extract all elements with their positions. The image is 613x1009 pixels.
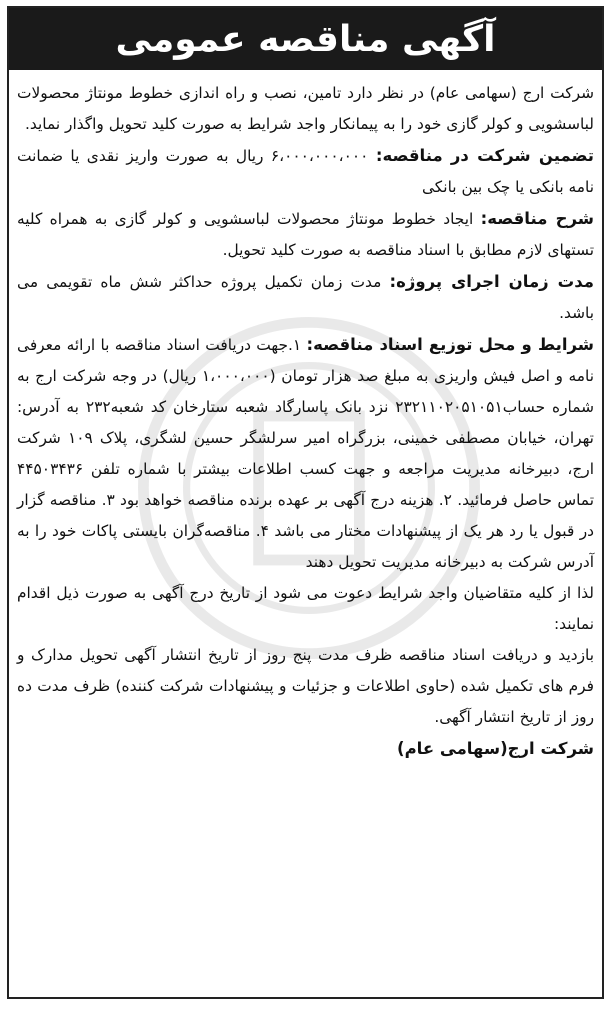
notice-body xyxy=(17,78,594,764)
guarantee-text: ۶،۰۰۰،۰۰۰،۰۰۰ ریال به صورت واریز نقدی یا ضمانت نامه بانکی یا چک بین بانکی xyxy=(17,147,594,196)
description-label: شرح مناقصه: xyxy=(480,209,594,228)
signature: شرکت ارج(سهامی عام) xyxy=(397,739,594,758)
tender-notice xyxy=(7,6,604,999)
notice-title: آگهی مناقصه عمومی xyxy=(115,18,496,60)
description-paragraph xyxy=(17,203,594,266)
intro-paragraph: شرکت ارج (سهامی عام) در نظر دارد تامین، نصب و راه اندازی خطوط مونتاژ محصولات لباسشویی و کولر گازی خود را به پیمانکار واجد شرایط به صورت کلید تحویل واگذار نماید. xyxy=(17,84,594,133)
invitation-paragraph: لذا از کلیه متقاضیان واجد شرایط دعوت می شود از تاریخ درج آگهی به صورت ذیل اقدام نمایند: xyxy=(17,584,594,633)
title-banner xyxy=(9,8,602,70)
duration-text: مدت زمان تکمیل پروژه حداکثر شش ماه تقویمی می باشد. xyxy=(17,273,594,322)
duration-paragraph xyxy=(17,266,594,329)
conditions-text: ۱.جهت دریافت اسناد مناقصه با ارائه معرفی نامه و اصل فیش واریزی به مبلغ صد هزار تومان (۱،۰۰۰،۰۰۰ ریال) در وجه شرکت ارج به شماره حساب۲۳۲۱۱۰۲۰۵۱۰۵۱ نزد بانک پاسارگاد شعبه ستارخان کد شعبه۲۳۲ به آدرس: تهران، خیابان مصطفی خمینی، بزرگراه امیر سرلشگر حسین لشگری، پلاک ۱۰۹ شرکت ارج، دبیرخانه مدیریت مراجعه و جهت کسب اطلاعات بیشتر با شماره تلفن ۴۴۵۰۳۴۳۶ تماس حاصل فرمائید. ۲. هزینه درج آگهی بر عهده برنده مناقصه خواهد بود ۳. مناقصه گزار در قبول یا رد هر یک از پیشنهادات مختار می باشد ۴. مناقصه‌گران بایستی پاکات خود را به آدرس شرکت به دبیرخانه مدیریت تحویل دهند xyxy=(17,336,595,571)
conditions-label: شرایط و محل توزیع اسناد مناقصه: xyxy=(306,335,594,354)
duration-label: مدت زمان اجرای پروژه: xyxy=(389,272,595,291)
guarantee-paragraph xyxy=(17,140,594,203)
guarantee-label: تضمین شرکت در مناقصه: xyxy=(375,146,594,165)
description-text: ایجاد خطوط مونتاژ محصولات لباسشویی و کولر گازی به همراه کلیه تستهای لازم مطابق با اسناد مناقصه به صورت کلید تحویل. xyxy=(17,210,594,259)
schedule-paragraph: بازدید و دریافت اسناد مناقصه ظرف مدت پنج روز از تاریخ انتشار آگهی تحویل مدارک و فرم های تکمیل شده (حاوی اطلاعات و جزئیات و پیشنهادات شرکت کننده) ظرف مدت ده روز از تاریخ انتشار آگهی. xyxy=(17,646,594,726)
conditions-paragraph xyxy=(17,329,594,578)
